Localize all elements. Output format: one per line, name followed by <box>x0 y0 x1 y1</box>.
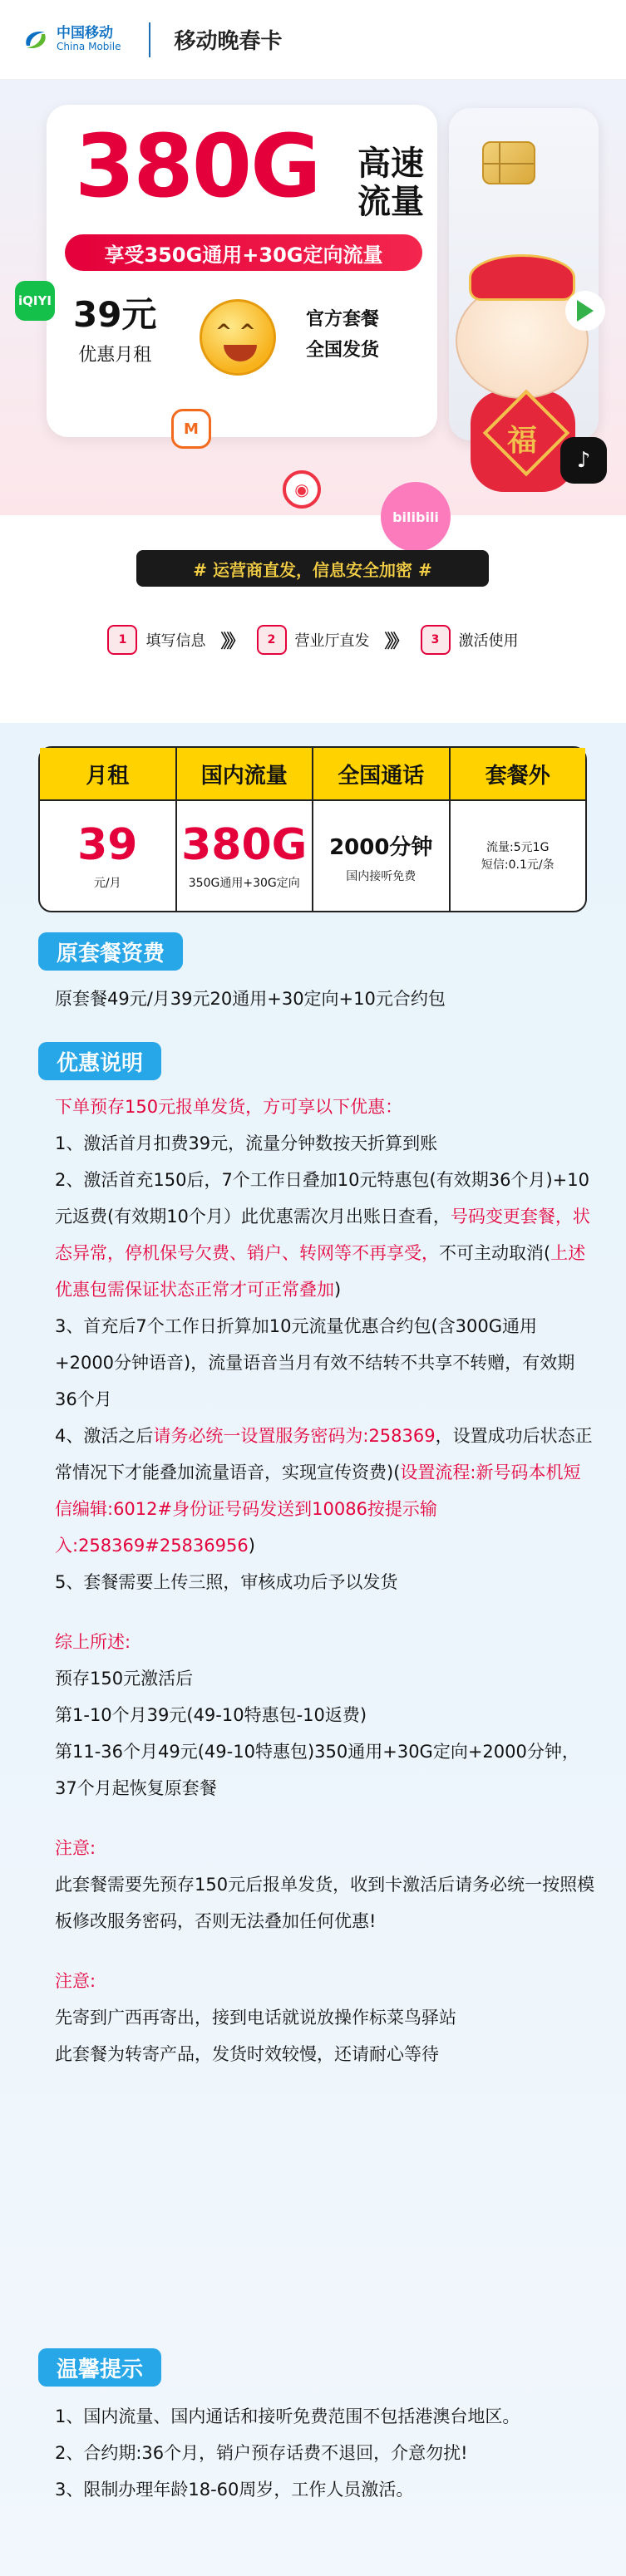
offer-item-1: 1、激活首月扣费39元，流量分钟数按天折算到账 <box>55 1133 438 1153</box>
iqiyi-app-icon: iQIYI <box>15 281 55 321</box>
tip-3: 3、限制办理年龄18-60周岁，工作人员激活。 <box>55 2480 414 2500</box>
step-label: 填写信息 <box>145 632 206 650</box>
original-plan-text <box>55 981 595 1017</box>
header-calls: 全国通话 <box>313 748 451 799</box>
logo-en-text: China Mobile <box>57 41 121 53</box>
official-line-2: 全国发货 <box>306 340 380 361</box>
step-fill-info <box>107 625 205 655</box>
offer-text-block <box>55 1089 595 2072</box>
package-table-row <box>40 801 585 912</box>
netease-music-app-icon: ◉ <box>283 470 321 509</box>
mgtv-app-icon: M <box>171 409 211 449</box>
hero-banner <box>0 80 626 525</box>
cell-extra <box>451 801 586 912</box>
data-value: 380G <box>181 819 308 870</box>
section-tag-offer: 优惠说明 <box>38 1042 161 1080</box>
bilibili-app-icon: bilibili <box>381 482 451 552</box>
security-slogan: # 运营商直发，信息安全加密 # <box>136 550 489 587</box>
chevron-right-icon: 》》 <box>220 631 242 652</box>
offer-item-5: 5、套餐需要上传三照，审核成功后予以发货 <box>55 1572 398 1592</box>
tips-text-block <box>55 2398 595 2508</box>
header-rent: 月租 <box>40 748 177 799</box>
rent-value: 39 <box>77 819 138 870</box>
original-plan-line: 原套餐49元/月39元20通用+30定向+10元合约包 <box>55 989 446 1009</box>
call-value: 2000分钟 <box>329 834 433 860</box>
step-label: 营业厅直发 <box>294 632 370 650</box>
summary-line-1: 预存150元激活后 <box>55 1669 194 1689</box>
step-label: 激活使用 <box>458 632 519 650</box>
summary-line-2: 第1-10个月39元(49-10特惠包-10返费) <box>55 1705 367 1725</box>
page-title: 移动晚春卡 <box>174 29 283 54</box>
note-1-title: 注意: <box>55 1838 96 1858</box>
laughing-emoji-icon <box>200 299 276 376</box>
hero-price-block <box>73 288 156 366</box>
cell-calls <box>313 801 451 912</box>
offer-intro: 下单预存150元报单发货，方可享以下优惠： <box>55 1097 403 1117</box>
summary-line-3: 第11-36个月49元(49-10特惠包)350通用+30G定向+2000分钟，37个月起恢复原套餐 <box>55 1742 579 1798</box>
data-note: 350G通用+30G定向 <box>188 877 300 891</box>
note-1-text: 此套餐需要先预存150元后报单发货，收到卡激活后请务必统一按照模板修改服务密码，否则无法叠加任何优惠! <box>55 1875 595 1931</box>
rent-unit: 元/月 <box>93 877 121 891</box>
header-data: 国内流量 <box>177 748 314 799</box>
offer-item-4: 4、激活之后请务必统一设置服务密码为:258369，设置成功后状态正常情况下才能叠加流量语音，实现宣传资费)(设置流程:新号码本机短信编辑:6012#身份证号码发送到10086按提示输入:258369#25836956) <box>55 1426 593 1556</box>
step-activate <box>421 625 519 655</box>
form-icon: 1 <box>107 625 137 655</box>
package-table-header <box>40 748 585 801</box>
chevron-right-icon: 》》 <box>384 631 406 652</box>
call-note: 国内接听免费 <box>346 869 417 883</box>
process-steps <box>0 615 626 665</box>
step-shipping <box>257 625 370 655</box>
cell-rent <box>40 801 177 912</box>
hero-price-label: 优惠月租 <box>78 345 152 366</box>
section-tag-original-plan: 原套餐资费 <box>38 932 183 971</box>
cell-data <box>177 801 314 912</box>
header-extra: 套餐外 <box>485 763 550 789</box>
tip-1: 1、国内流量、国内通话和接听免费范围不包括港澳台地区。 <box>55 2406 520 2426</box>
offer-item-2: 2、激活首充150后，7个工作日叠加10元特惠包(有效期36个月)+10元返费(有效期10个月）此优惠需次月出账日查看，号码变更套餐，状态异常，停机保号欠费、销户、转网等不再享受，不可主动取消(上述优惠包需保证状态正常才可正常叠加) <box>55 1170 590 1300</box>
tencent-video-app-icon <box>565 291 605 331</box>
hero-speed-tag <box>357 145 424 221</box>
tiktok-app-icon: ♪ <box>560 437 607 484</box>
section-tag-tips: 温馨提示 <box>38 2348 161 2387</box>
note-2-line-2: 此套餐为转寄产品，发货时效较慢，还请耐心等待 <box>55 2044 439 2064</box>
speed-line-1: 高速 <box>357 145 424 183</box>
details-panel <box>0 723 626 2576</box>
page-header <box>0 0 626 80</box>
header-divider <box>149 22 150 57</box>
logo-cn-text: 中国移动 <box>57 24 113 42</box>
fu-character: 福 <box>507 424 538 458</box>
speed-line-2: 流量 <box>357 183 424 221</box>
phone-icon: 3 <box>421 625 451 655</box>
note-2-title: 注意: <box>55 1971 96 1991</box>
note-2-line-1: 先寄到广西再寄出，接到电话就说放操作标菜鸟驿站 <box>55 2008 456 2028</box>
extra-data-price: 流量:5元1G <box>486 841 550 854</box>
hero-official-text <box>306 304 379 366</box>
china-mobile-logo <box>22 26 121 54</box>
china-mobile-logo-icon <box>22 26 50 54</box>
official-line-1: 官方套餐 <box>306 309 380 330</box>
truck-icon: 2 <box>257 625 287 655</box>
tip-2: 2、合约期:36个月，销户预存话费不退回，介意勿扰! <box>55 2443 468 2463</box>
extra-sms-price: 短信:0.1元/条 <box>481 858 555 872</box>
hero-promo-banner: 享受350G通用+30G定向流量 <box>65 234 422 271</box>
hero-data-amount: 380G <box>75 116 320 217</box>
sim-chip-icon <box>482 141 535 184</box>
summary-title: 综上所述: <box>55 1632 131 1652</box>
offer-item-3: 3、首充后7个工作日折算加10元流量优惠合约包(含300G通用+2000分钟语音)，流量语音当月有效不结转不共享不转赠，有效期36个月 <box>55 1316 575 1409</box>
package-table <box>38 746 587 912</box>
hero-price: 39元 <box>73 294 157 335</box>
